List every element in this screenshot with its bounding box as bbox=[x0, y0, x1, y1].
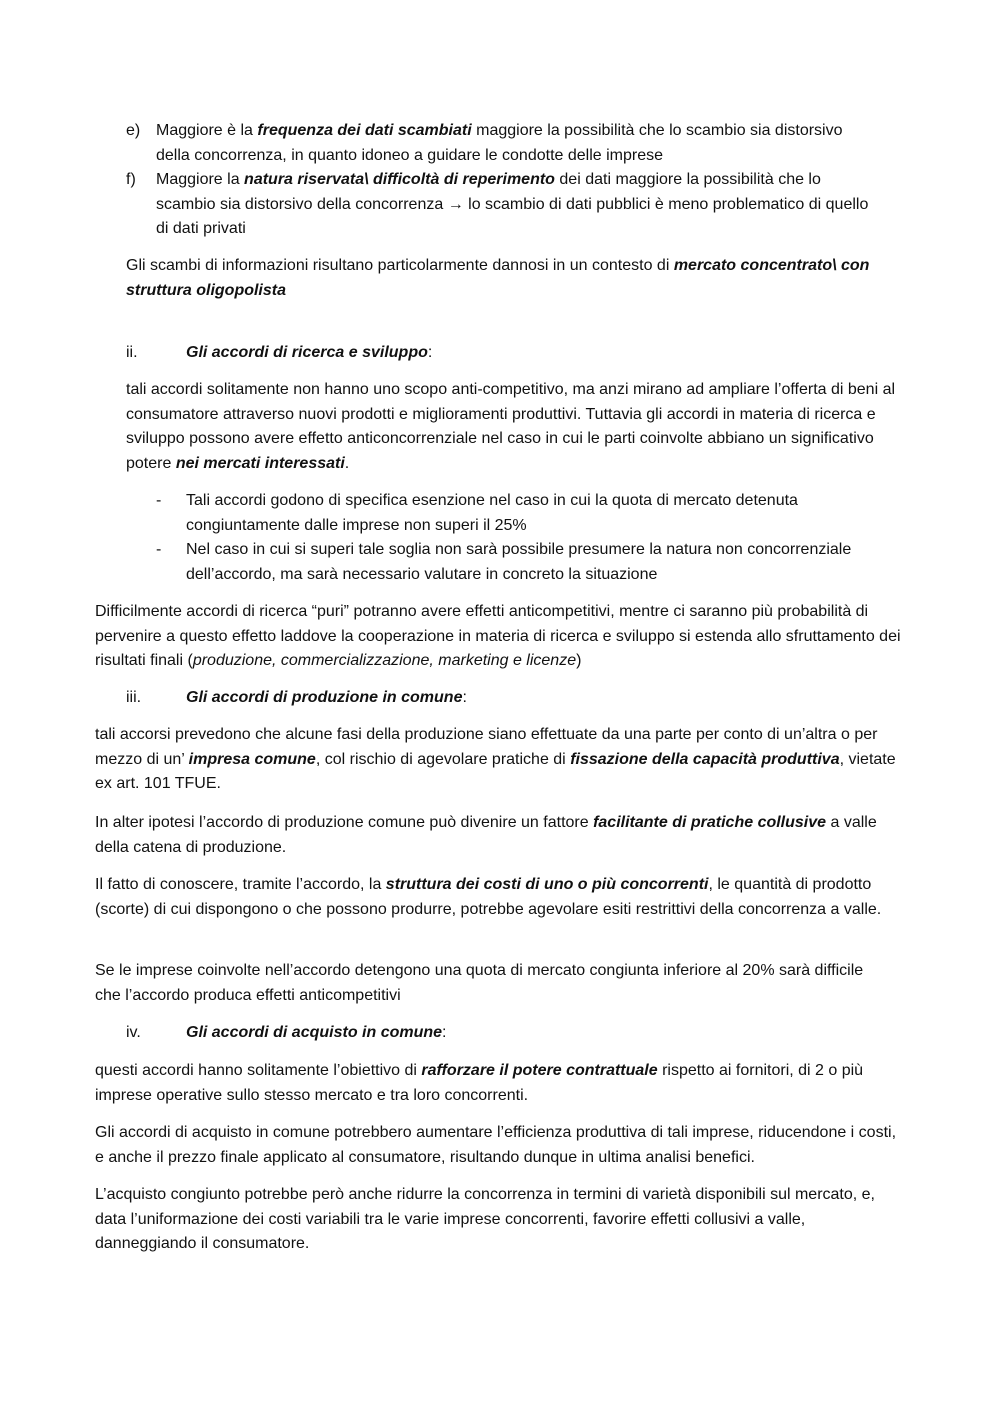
italic-text: produzione, commercializzazione, marketing e licenze bbox=[192, 652, 577, 669]
text-run: L’acquisto congiunto potrebbe però anche ridurre la concorrenza in termini di varietà disponibili sul mercato, e, data l’uniformazione dei costi variabili tra le varie imprese concorrenti, favorire effetti collusivi a valle, danneggiando il consumatore. bbox=[95, 1186, 875, 1252]
text-run: , col rischio di agevolare pratiche di bbox=[315, 750, 571, 768]
text-run: Maggiore è la bbox=[156, 122, 258, 139]
text-run: Se le imprese coinvolte nell’accordo detengono una quota di mercato congiunta inferiore al 20% sarà difficile che l’accordo produca effetti anticompetitivi bbox=[95, 962, 864, 1004]
heading-text: Gli accordi di produzione in comune bbox=[186, 689, 463, 706]
list-item-f bbox=[156, 168, 876, 242]
text-run: questi accordi hanno solitamente l’obiettivo di bbox=[95, 1062, 422, 1079]
text-run: lo scambio di dati pubblici è meno problematico di quello di dati privati bbox=[156, 195, 869, 237]
text-run: , vietate ex art. 101 TFUE. bbox=[95, 750, 896, 792]
text-run: : bbox=[462, 689, 467, 706]
list-marker-e: e) bbox=[126, 122, 141, 139]
paragraph-produzione-1 bbox=[95, 723, 903, 797]
text-run: Il fatto di conoscere, tramite l’accordo, la bbox=[95, 876, 386, 893]
text-run: Maggiore la bbox=[156, 171, 245, 188]
paragraph-produzione-4 bbox=[95, 959, 875, 1008]
emphasis-text: struttura dei costi di uno o più concorrenti bbox=[385, 876, 709, 893]
section-heading-iv bbox=[186, 1021, 447, 1046]
emphasis-text: fissazione della capacità produttiva bbox=[570, 750, 840, 768]
text-run: maggiore la possibilità che lo scambio sia distorsivo della concorrenza, in quanto idoneo a guidare le condotte delle imprese bbox=[156, 122, 843, 164]
bullet-marker: - bbox=[156, 492, 162, 509]
emphasis-text: natura riservata\ difficoltà di reperimento bbox=[244, 171, 555, 188]
section-heading-ii bbox=[186, 341, 432, 366]
section-heading-iii bbox=[186, 686, 467, 711]
section-number-ii: ii. bbox=[126, 344, 138, 361]
bullet-marker: - bbox=[156, 541, 162, 558]
emphasis-text: frequenza dei dati scambiati bbox=[257, 122, 472, 139]
heading-text: Gli accordi di acquisto in comune bbox=[186, 1024, 443, 1041]
paragraph-produzione-3 bbox=[95, 873, 905, 922]
emphasis-text: rafforzare il potere contrattuale bbox=[421, 1062, 658, 1079]
text-run: dei dati maggiore la possibilità che lo scambio sia distorsivo della concorrenza bbox=[156, 171, 821, 213]
text-run: Difficilmente accordi di ricerca “puri” potranno avere effetti anticompetitivi, mentre ci saranno più probabilità di pervenire a questo effetto laddove la cooperazione in materia di ricerca e sviluppo si estenda allo sfruttamento dei risultati finali ( bbox=[95, 603, 901, 669]
paragraph-acquisto-3 bbox=[95, 1183, 905, 1257]
text-run: rispetto ai fornitori, di 2 o più imprese operative sullo stesso mercato e tra loro concorrenti. bbox=[95, 1062, 864, 1104]
heading-text: Gli accordi di ricerca e sviluppo bbox=[186, 344, 428, 361]
text-run: a valle della catena di produzione. bbox=[95, 814, 877, 856]
paragraph-ricerca-sviluppo bbox=[126, 378, 901, 476]
text-run: tali accordi solitamente non hanno uno scopo anti-competitivo, ma anzi mirano ad ampliare l’offerta di beni al consumatore attraverso nuovi prodotti e miglioramenti produttivi. Tuttavia gli accordi in materia di ricerca e sviluppo possono avere effetto anticoncorrenziale nel caso in cui le parti coinvolte abbiano un significativo potere bbox=[126, 381, 896, 472]
bullet-item: Tali accordi godono di specifica esenzione nel caso in cui la quota di mercato detenuta congiuntamente dalle imprese non superi il 25% bbox=[186, 492, 798, 534]
section-number-iii: iii. bbox=[126, 689, 142, 706]
paragraph-acquisto-2 bbox=[95, 1121, 905, 1170]
text-run: Gli scambi di informazioni risultano particolarmente dannosi in un contesto di bbox=[126, 257, 674, 274]
paragraph-produzione-2 bbox=[95, 811, 885, 860]
section-number-iv: iv. bbox=[126, 1024, 141, 1041]
text-run: . bbox=[344, 454, 350, 472]
bullet-item: Nel caso in cui si superi tale soglia non sarà possibile presumere la natura non concorrenziale dell’accordo, ma sarà necessario valutare in concreto la situazione bbox=[186, 541, 852, 583]
paragraph-acquisto-1 bbox=[95, 1059, 895, 1108]
emphasis-text: facilitante di pratiche collusive bbox=[593, 814, 827, 831]
emphasis-text: impresa comune bbox=[188, 750, 316, 768]
emphasis-text: nei mercati interessati bbox=[175, 454, 345, 472]
text-run: : bbox=[442, 1024, 447, 1041]
emphasis-text: mercato concentrato\ con struttura oligopolista bbox=[126, 257, 870, 299]
paragraph-accordi-puri bbox=[95, 600, 903, 674]
text-run: tali accorsi prevedono che alcune fasi della produzione siano effettuate da una parte per conto di un’altra o per mezzo di un’ bbox=[95, 726, 878, 768]
arrow-right-icon: → bbox=[447, 195, 464, 213]
list-item-e bbox=[156, 119, 876, 168]
text-run: , le quantità di prodotto (scorte) di cui dispongono o che possono produrre, potrebbe agevolare esiti restrittivi della concorrenza a valle. bbox=[95, 876, 882, 918]
paragraph-oligopolio bbox=[126, 254, 886, 303]
text-run: Gli accordi di acquisto in comune potrebbero aumentare l’efficienza produttiva di tali imprese, riducendone i costi, e anche il prezzo finale applicato al consumatore, risultando dunque in ultima analisi benefici. bbox=[95, 1124, 897, 1166]
text-run: ) bbox=[576, 652, 582, 669]
text-run: In alter ipotesi l’accordo di produzione comune può divenire un fattore bbox=[95, 814, 594, 831]
list-marker-f: f) bbox=[126, 171, 136, 188]
text-run: : bbox=[427, 344, 433, 361]
